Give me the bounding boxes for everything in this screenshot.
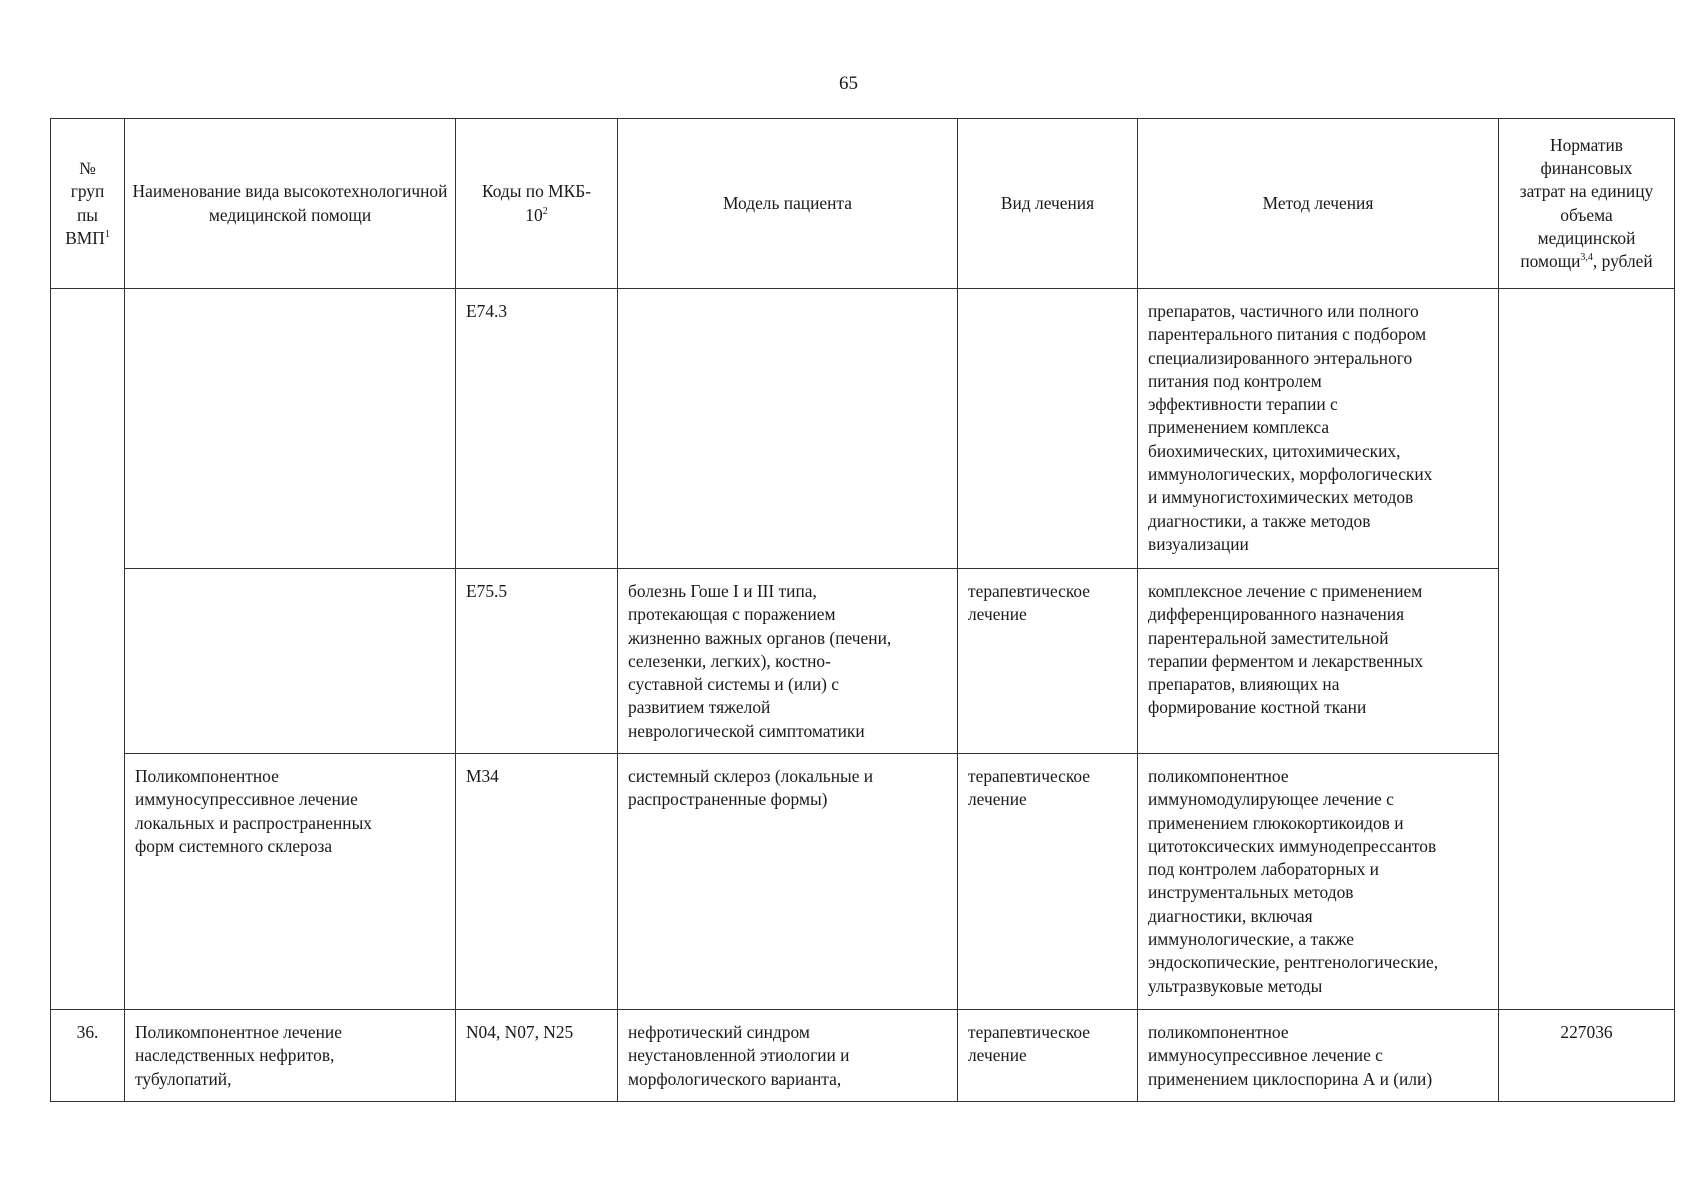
header-name: Наименование вида высокотехнологичной медицинской помощи <box>125 119 456 289</box>
cell-code: M34 <box>456 754 618 1010</box>
cell-type: терапевтическое лечение <box>958 1010 1138 1102</box>
table-header-row <box>51 119 1675 289</box>
header-codes: Коды по МКБ- $10^2$ <box>456 119 618 289</box>
header-treatment-type: Вид лечения <box>958 119 1138 289</box>
cell-method: препаратов, частичного или полного парентерального питания с подбором специализированного энтерального питания под контролем эффективности терапии с применением комплекса биохимических, цитохимических, иммунологических, морфологических и иммуногистохимических методов диагностики, а также методов визуализации <box>1138 289 1499 569</box>
table-row <box>51 754 1675 1010</box>
table-row <box>51 1010 1675 1102</box>
cell-type: терапевтическое лечение <box>958 754 1138 1010</box>
cell-method: комплексное лечение с применением дифференцированного назначения парентеральной заместительной терапии ферментом и лекарственных препаратов, влияющих на формирование костной ткани <box>1138 569 1499 754</box>
cell-code: N04, N07, N25 <box>456 1010 618 1102</box>
cell-model <box>618 289 958 569</box>
cell-model: системный склероз (локальные и распространенные формы) <box>618 754 958 1010</box>
cell-norm: 227036 <box>1499 1010 1675 1102</box>
header-patient-model: Модель пациента <box>618 119 958 289</box>
cell-norm <box>1499 289 1675 1010</box>
cell-method: поликомпонентное иммуносупрессивное лечение с применением циклоспорина А и (или) <box>1138 1010 1499 1102</box>
cell-name <box>125 289 456 569</box>
header-treatment-method: Метод лечения <box>1138 119 1499 289</box>
cell-type <box>958 289 1138 569</box>
cell-method: поликомпонентное иммуномодулирующее лечение с применением глюкокортикоидов и цитотоксических иммунодепрессантов под контролем лабораторных и инструментальных методов диагностики, включая иммунологические, а также эндоскопические, рентгенологические, ультразвуковые методы <box>1138 754 1499 1010</box>
header-group-no: № груп пы ВМП$^1$ <box>51 119 125 289</box>
cell-model: болезнь Гоше I и III типа, протекающая с поражением жизненно важных органов (печени, селезенки, легких), костно- суставной системы и (или) с развитием тяжелой неврологической симптоматики <box>618 569 958 754</box>
cell-model: нефротический синдром неустановленной этиологии и морфологического варианта, <box>618 1010 958 1102</box>
table-row <box>51 569 1675 754</box>
cell-code: E74.3 <box>456 289 618 569</box>
cell-name: Поликомпонентное лечение наследственных нефритов, тубулопатий, <box>125 1010 456 1102</box>
cell-code: E75.5 <box>456 569 618 754</box>
cell-type: терапевтическое лечение <box>958 569 1138 754</box>
vmp-table <box>50 118 1675 1102</box>
cell-name <box>125 569 456 754</box>
table-row <box>51 289 1675 569</box>
header-norm: Норматив финансовых затрат на единицу объема медицинской помощи$^{3,4}$, рублей <box>1499 119 1675 289</box>
page-number: 65 <box>839 73 858 94</box>
cell-group <box>51 289 125 1010</box>
cell-group: 36. <box>51 1010 125 1102</box>
cell-name: Поликомпонентное иммуносупрессивное лечение локальных и распространенных форм системного склероза <box>125 754 456 1010</box>
